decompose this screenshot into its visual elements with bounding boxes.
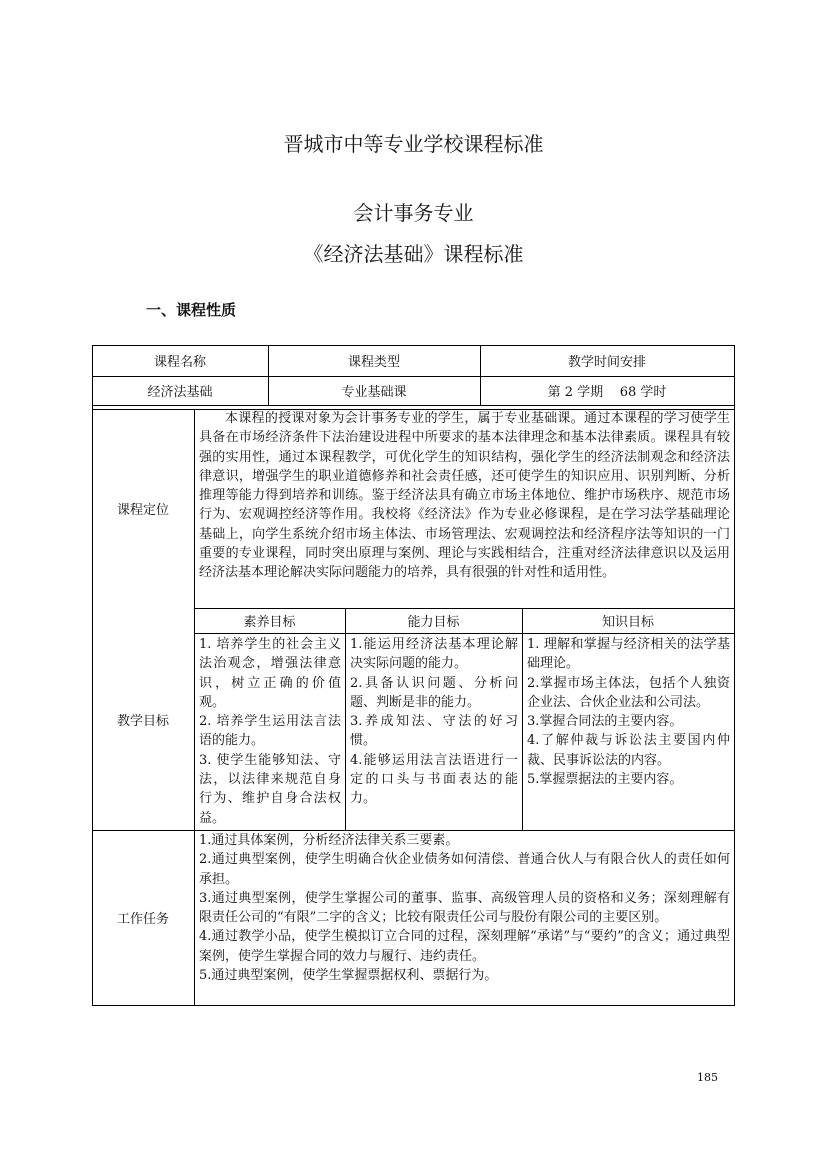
table-rule — [522, 608, 523, 830]
table-rule — [345, 608, 346, 830]
value-course-type: 专业基础课 — [341, 385, 407, 400]
ability-goal-item: 2.具备认识问题、分析问题、判断是非的能力。 — [350, 675, 518, 710]
work-task-item: 2.通过典型案例，使学生明确合伙企业债务如何清偿、普通合伙人与有限合伙人的责任如何承担。 — [199, 852, 730, 887]
value-schedule: 第 2 学期 68 学时 — [547, 385, 667, 400]
knowledge-goal-item: 3.掌握合同法的主要内容。 — [527, 714, 683, 730]
knowledge-goal-item: 5.掌握票据法的主要内容。 — [527, 772, 683, 788]
work-task-item: 5.通过典型案例，使学生掌握票据权利、票据行为。 — [199, 968, 498, 984]
page-number: 185 — [697, 1071, 718, 1084]
ability-goal-item: 1.能运用经济法基本理论解决实际问题的能力。 — [350, 637, 518, 672]
knowledge-goal-item: 2.掌握市场主体法，包括个人独资企业法、合伙企业法和公司法。 — [527, 675, 730, 710]
knowledge-goals-list — [527, 635, 730, 789]
header-literacy-goals: 素养目标 — [243, 615, 296, 630]
ability-goal-item: 4.能够运用法言法语进行一定的口头与书面表达的能力。 — [350, 752, 518, 807]
table-border-right — [734, 345, 735, 1005]
header-course-name: 课程名称 — [153, 355, 206, 370]
knowledge-goal-item: 1. 理解和掌握与经济相关的法学基础理论。 — [527, 637, 730, 672]
course-positioning-text: 本课程的授课对象为会计事务专业的学生，属于专业基础课。通过本课程的学习使学生具备在市场经济条件下法治建设进程中所要求的基本法律理念和基本法律素质。课程具有较强的实用性，通过本课程教学，可优化学生的知识结构，强化学生的经济法制观念和经济法律意识，增强学生的职业道德修养和社会责任感，还可使学生的知识应用、识别判断、分析推理等能力得到培养和训练。鉴于经济法具有确立市场主体地位、维护市场秩序、规范市场行为、宏观调控经济等作用。我校将《经济法》作为专业必修课程，是在学习法学基础理论基础上，向学生系统介绍市场主体法、市场管理法、宏观调控法和经济程序法等知识的一门重要的专业课程，同时突出原理与案例、理论与实践相结合，注重对经济法律意识以及运用经济法基本理论解决实际问题能力的培养，具有很强的针对性和适用性。 — [199, 411, 730, 581]
label-course-positioning: 课程定位 — [116, 503, 169, 518]
literacy-goal-item: 3. 使学生能够知法、守法，以法律来规范自身行为、维护自身合法权益。 — [199, 752, 341, 826]
school-title: 晋城市中等专业学校课程标准 — [283, 132, 544, 156]
work-task-item: 1.通过具体案例，分析经济法律关系三要素。 — [199, 833, 459, 848]
table-rule — [92, 405, 735, 406]
literacy-goals-list — [199, 635, 341, 828]
section-heading: 一、课程性质 — [146, 301, 237, 319]
value-course-name: 经济法基础 — [147, 385, 213, 400]
work-tasks-list — [199, 831, 730, 985]
work-task-item: 4.通过教学小品，使学生模拟订立合同的过程，深刻理解“承诺”与“要约”的含义；通过典型案例，使学生掌握合同的效力与履行、违约责任。 — [199, 929, 730, 964]
table-rule — [194, 409, 195, 1005]
work-task-item: 3.通过典型案例，使学生掌握公司的董事、监事、高级管理人员的资格和义务；深刻理解有限责任公司的“有限”二字的含义；比较有限责任公司与股份有限公司的主要区别。 — [199, 890, 730, 926]
header-knowledge-goals: 知识目标 — [601, 615, 654, 630]
header-ability-goals: 能力目标 — [407, 615, 460, 630]
major-title: 会计事务专业 — [353, 201, 474, 225]
ability-goal-item: 3.养成知法、守法的好习惯。 — [350, 714, 518, 749]
header-schedule: 教学时间安排 — [567, 355, 646, 370]
course-title: 《经济法基础》课程标准 — [303, 242, 524, 266]
ability-goals-list — [350, 635, 518, 809]
table-rule — [194, 633, 735, 634]
label-work-tasks: 工作任务 — [116, 912, 169, 927]
literacy-goal-item: 1. 培养学生的社会主义法治观念，增强法律意识，树立正确的价值观。 — [199, 637, 341, 710]
knowledge-goal-item: 4.了解仲裁与诉讼法主要国内仲裁、民事诉讼法的内容。 — [527, 733, 730, 768]
literacy-goal-item: 2. 培养学生运用法言法语的能力。 — [199, 714, 341, 749]
table-border-bottom — [92, 1005, 735, 1006]
label-teaching-goals: 教学目标 — [116, 713, 169, 729]
header-course-type: 课程类型 — [347, 355, 400, 370]
